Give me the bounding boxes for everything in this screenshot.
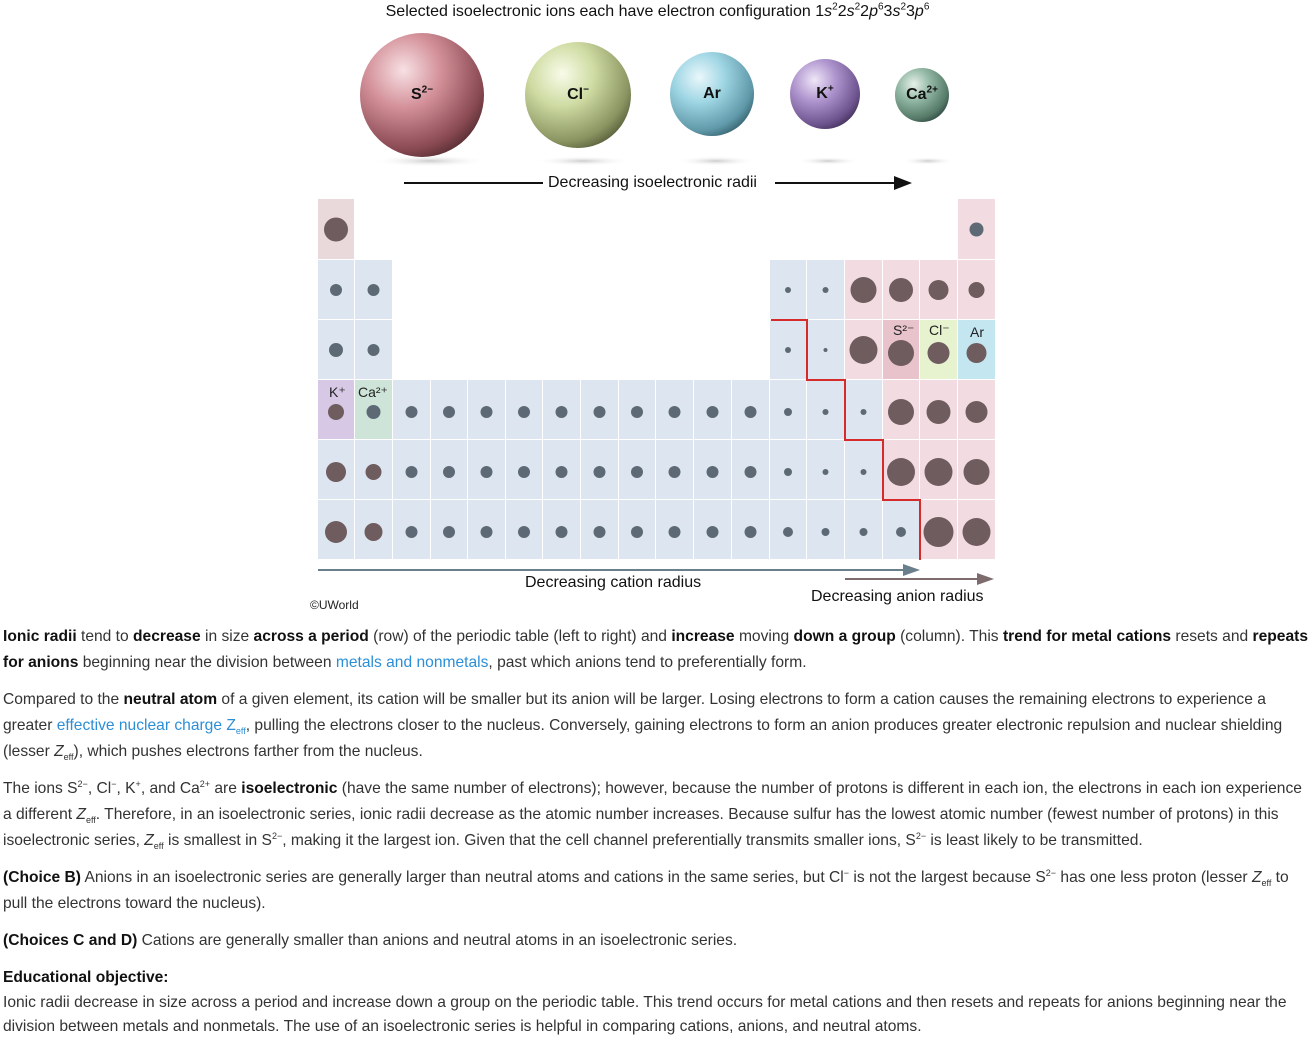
text-span: to pull the electrons toward the nucleus). (3, 869, 1289, 912)
atomic-radius-dot (928, 342, 950, 364)
choices-c-d-label: (Choices C and D) (3, 932, 138, 949)
text-span: , and Ca (140, 780, 200, 797)
atomic-radius-dot (964, 459, 990, 485)
atomic-radius-dot (325, 521, 347, 543)
atomic-radius-dot (443, 526, 455, 538)
text-span: (row) of the periodic table (left to right) and (368, 628, 672, 645)
atomic-radius-dot (365, 523, 383, 541)
superscript: 2− (271, 830, 283, 841)
paragraph-isoelectronic (3, 776, 1309, 854)
atomic-radius-dot (329, 343, 343, 357)
isoelectronic-arrow-head (894, 176, 912, 190)
isoelectronic-arrow-label: Decreasing isoelectronic radii (548, 174, 757, 191)
atomic-radius-dot (556, 466, 568, 478)
text-span: , pulling the electrons closer to the nucleus. Conversely, gaining electrons to form an anion produces greater electronic repulsion and nuclear shielding (lesser (3, 717, 1283, 760)
sphere-label-potassium: K+ (816, 83, 834, 102)
superscript: − (111, 778, 117, 789)
anion-arrow-head (977, 573, 994, 585)
atomic-radius-dot (631, 466, 643, 478)
z-symbol: Z (76, 806, 86, 823)
atomic-radius-dot (783, 527, 793, 537)
sphere-label-calcium: $Ca^{2+}$ (906, 84, 938, 103)
atomic-radius-dot (406, 466, 418, 478)
paragraph-choices-c-d (3, 928, 1309, 954)
text-span: has one less proton (lesser (1056, 869, 1252, 886)
superscript: 2− (1045, 867, 1057, 878)
atomic-radius-dot (669, 406, 681, 418)
atomic-radius-dot (970, 223, 984, 237)
atomic-radius-dot (594, 466, 606, 478)
metals-nonmetals-link[interactable]: metals and nonmetals (335, 654, 489, 671)
atomic-radius-dot (669, 526, 681, 538)
z-symbol: Z (1251, 869, 1262, 886)
atomic-radius-dot (927, 400, 951, 424)
text-span: is not the largest because S (849, 869, 1046, 886)
atomic-radius-dot (861, 469, 867, 475)
superscript: 2+ (199, 778, 211, 789)
text-span: , past which anions tend to preferentially form. (488, 654, 807, 671)
z-symbol: Z (54, 743, 64, 760)
term-ionic-radii: Ionic radii (3, 628, 77, 645)
text-span: , Cl (87, 780, 112, 797)
atomic-radius-dot (851, 277, 877, 303)
superscript: + (135, 778, 141, 789)
cell-label-sulfide: S²⁻ (893, 322, 915, 338)
subscript: eff (1261, 878, 1272, 889)
term-trend-metal: trend for metal cations (1002, 628, 1172, 645)
atomic-radius-dot (328, 404, 344, 420)
atomic-radius-dot (368, 284, 380, 296)
atomic-radius-dot (924, 517, 954, 547)
superscript: 2− (915, 830, 927, 841)
atomic-radius-dot (594, 526, 606, 538)
superscript: 2− (77, 778, 88, 789)
atomic-radius-dot (669, 466, 681, 478)
term-down-group: down a group (793, 628, 896, 645)
atomic-radius-dot (324, 218, 348, 242)
atomic-radius-dot (925, 458, 953, 486)
text-span: beginning near the division between (78, 654, 336, 671)
text-span: tend to (76, 628, 134, 645)
electron-configuration: $1s^22s^22p^63s^23p^6$ (815, 1, 930, 20)
atomic-radius-dot (406, 526, 418, 538)
atomic-radius-dot (556, 526, 568, 538)
atomic-radius-dot (861, 409, 867, 415)
atomic-radius-dot (368, 344, 380, 356)
atomic-radius-dot (367, 405, 381, 419)
explanation (3, 624, 1309, 1039)
text-span: Cations are generally smaller than anions and neutral atoms in an isoelectronic series. (137, 932, 738, 949)
atomic-radius-dot (784, 468, 792, 476)
atomic-radius-dot (745, 406, 757, 418)
atomic-radius-dot (784, 408, 792, 416)
atomic-radius-dot (326, 462, 346, 482)
term-decrease: decrease (133, 628, 201, 645)
atomic-radius-dot (963, 518, 991, 546)
subscript: eff (85, 815, 96, 826)
atomic-radius-dot (888, 399, 914, 425)
atomic-radius-dot (631, 406, 643, 418)
text-span: resets and (1171, 628, 1253, 645)
atomic-radius-dot (707, 466, 719, 478)
atomic-radius-dot (850, 336, 878, 364)
atomic-radius-dot (443, 406, 455, 418)
atomic-radius-dot (518, 406, 530, 418)
atomic-radius-dot (823, 409, 829, 415)
term-isoelectronic: isoelectronic (241, 780, 338, 797)
atomic-radius-dot (969, 282, 985, 298)
sphere-label-chloride: Cl− (567, 84, 589, 103)
cation-arrow-head (903, 564, 920, 576)
sphere-shadow (372, 155, 488, 167)
term-repeats-anions: repeats for anions (3, 628, 1309, 671)
term-neutral-atom: neutral atom (123, 691, 218, 708)
atomic-radius-dot (785, 287, 791, 293)
cell-label-chloride: Cl⁻ (929, 322, 950, 338)
atomic-radius-dot (481, 406, 493, 418)
sphere-shadow (676, 156, 756, 166)
text-span: moving (734, 628, 794, 645)
atomic-radius-dot (824, 348, 828, 352)
atomic-radius-dot (896, 527, 906, 537)
atomic-radius-dot (366, 464, 382, 480)
atomic-radius-dot (481, 526, 493, 538)
term-across-period: across a period (253, 628, 369, 645)
choice-b-label: (Choice B) (3, 869, 81, 886)
text-span: , making it the largest ion. Given that the cell channel preferentially transmits smaller ions, S (282, 832, 916, 849)
atomic-radius-dot (443, 466, 455, 478)
text-span: Compared to the (3, 691, 124, 708)
atomic-radius-dot (823, 469, 829, 475)
sphere-shadow (535, 156, 631, 166)
atomic-radius-dot (823, 287, 829, 293)
atomic-radius-dot (707, 526, 719, 538)
text-span: The ions S (3, 780, 78, 797)
atomic-radius-dot (631, 526, 643, 538)
paragraph-neutral-atom (3, 687, 1309, 765)
atomic-radius-dot (745, 526, 757, 538)
subscript: eff (153, 841, 164, 852)
atomic-radius-dot (518, 526, 530, 538)
subscript: eff (63, 752, 74, 763)
sphere-label-sulfide: $S^{2-}$ (410, 84, 434, 103)
atomic-radius-dot (887, 458, 915, 486)
text-span: . Therefore, in an isoelectronic series, ionic radii decrease as the atomic number increases. Because sulfur has the lowest atomic number (fewest number of protons) in this isoelectronic series, (3, 806, 1279, 849)
text-span: (have the same number of electrons); however, because the number of protons is different in each ion, the electrons in each ion experience a different (3, 780, 1302, 823)
text-span: are (210, 780, 242, 797)
atomic-radius-dot (888, 340, 914, 366)
term-increase: increase (671, 628, 735, 645)
subscript: eff (235, 726, 246, 737)
atomic-radius-dot (745, 466, 757, 478)
periodic-table (318, 199, 995, 559)
text-span: of a given element, its cation will be smaller but its anion will be larger. Losing electrons to form a cation causes the remaining electrons to experience a greater (3, 691, 1266, 734)
atomic-radius-dot (330, 284, 342, 296)
credit: ©UWorld (310, 598, 359, 612)
text-span: is smallest in S (163, 832, 272, 849)
cation-arrow-label: Decreasing cation radius (525, 574, 702, 591)
text-span: (column). This (895, 628, 1003, 645)
text-span: ), which pushes electrons farther from the nucleus. (73, 743, 423, 760)
atomic-radius-dot (822, 528, 830, 536)
cell-label-argon: Ar (970, 324, 984, 340)
atomic-radius-dot (556, 406, 568, 418)
figure-title-text: Selected isoelectronic ions each have electron configuration (385, 3, 816, 20)
z-symbol: Z (144, 832, 154, 849)
cell-label-calcium: Ca²⁺ (358, 384, 388, 400)
atomic-radius-dot (518, 466, 530, 478)
educational-objective-heading: Educational objective: (3, 969, 169, 986)
atomic-radius-dot (594, 406, 606, 418)
anion-arrow-label: Decreasing anion radius (811, 588, 984, 605)
link-text: effective nuclear charge Z (56, 717, 236, 734)
atomic-radius-dot (860, 528, 868, 536)
atomic-radius-dot (481, 466, 493, 478)
sphere-label-argon: Ar (703, 85, 721, 102)
atomic-radius-dot (889, 278, 913, 302)
text-span: in size (200, 628, 254, 645)
paragraph-trend (3, 624, 1309, 676)
atomic-radius-dot (929, 280, 949, 300)
text-span: Anions in an isoelectronic series are generally larger than neutral atoms and cations in the same series, but Cl (80, 869, 844, 886)
atomic-radius-dot (707, 406, 719, 418)
atomic-radius-dot (966, 401, 988, 423)
atomic-radius-dot (785, 347, 791, 353)
sphere-shadow (902, 157, 954, 165)
educational-objective-text: Ionic radii decrease in size across a period and increase down a group on the periodic table. This trend occurs for metal cations and then resets and repeats for anions beginning near the division between metals and nonmetals. The use of an isoelectronic series is helpful in comparing cations, anions, and neutral atoms. (3, 994, 1287, 1035)
sphere-shadow (796, 157, 860, 165)
atomic-radius-dot (406, 406, 418, 418)
superscript: − (843, 867, 850, 878)
paragraph-choice-b (3, 865, 1309, 917)
cell-label-potassium: K⁺ (329, 384, 346, 400)
text-span: is least likely to be transmitted. (926, 832, 1143, 849)
atomic-radius-dot (967, 343, 987, 363)
effective-nuclear-charge-link[interactable] (56, 717, 246, 737)
text-span: , K (116, 780, 136, 797)
